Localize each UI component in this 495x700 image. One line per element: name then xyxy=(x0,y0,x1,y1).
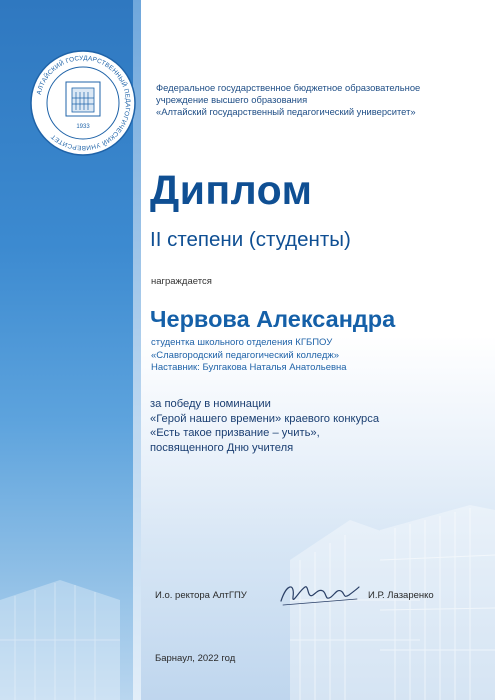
org-line-1: Федеральное государственное бюджетное образовательное xyxy=(156,82,421,93)
org-line-3: «Алтайский государственный педагогический университет» xyxy=(156,106,416,117)
recipient-line-1: студентка школьного отделения КГБПОУ xyxy=(151,337,333,348)
seal-ring-text: АЛТАЙСКИЙ ГОСУДАРСТВЕННЫЙ ПЕДАГОГИЧЕСКИЙ УНИВЕРСИТЕТ xyxy=(35,54,132,152)
signer-name: И.Р. Лазаренко xyxy=(368,590,434,601)
reason-line-3: «Есть такое призвание – учить», xyxy=(150,427,320,439)
university-seal-icon xyxy=(28,48,138,158)
diploma-title: Диплом xyxy=(150,167,313,213)
reason-line-4: посвященного Дню учителя xyxy=(150,441,294,454)
seal-year: 1933 xyxy=(76,124,90,130)
recipient-line-3: Наставник: Булгакова Наталья Анатольевна xyxy=(151,362,347,373)
diploma-degree: II степени (студенты) xyxy=(150,228,351,251)
award-reason xyxy=(150,397,379,455)
org-line-2: учреждение высшего образования xyxy=(156,94,308,105)
recipient-name: Червова Александра xyxy=(150,306,396,332)
recipient-line-2: «Славгородский педагогический колледж» xyxy=(151,349,340,361)
handwritten-signature xyxy=(277,577,361,611)
organization-name xyxy=(156,82,476,118)
city-year: Барнаул, 2022 год xyxy=(155,653,236,664)
awarded-label: награждается xyxy=(151,276,212,287)
signer-position: И.о. ректора АлтГПУ xyxy=(155,590,247,601)
reason-line-2: «Герой нашего времени» краевого конкурса xyxy=(150,412,380,425)
reason-line-1: за победу в номинации xyxy=(150,398,271,410)
recipient-info xyxy=(151,337,347,375)
